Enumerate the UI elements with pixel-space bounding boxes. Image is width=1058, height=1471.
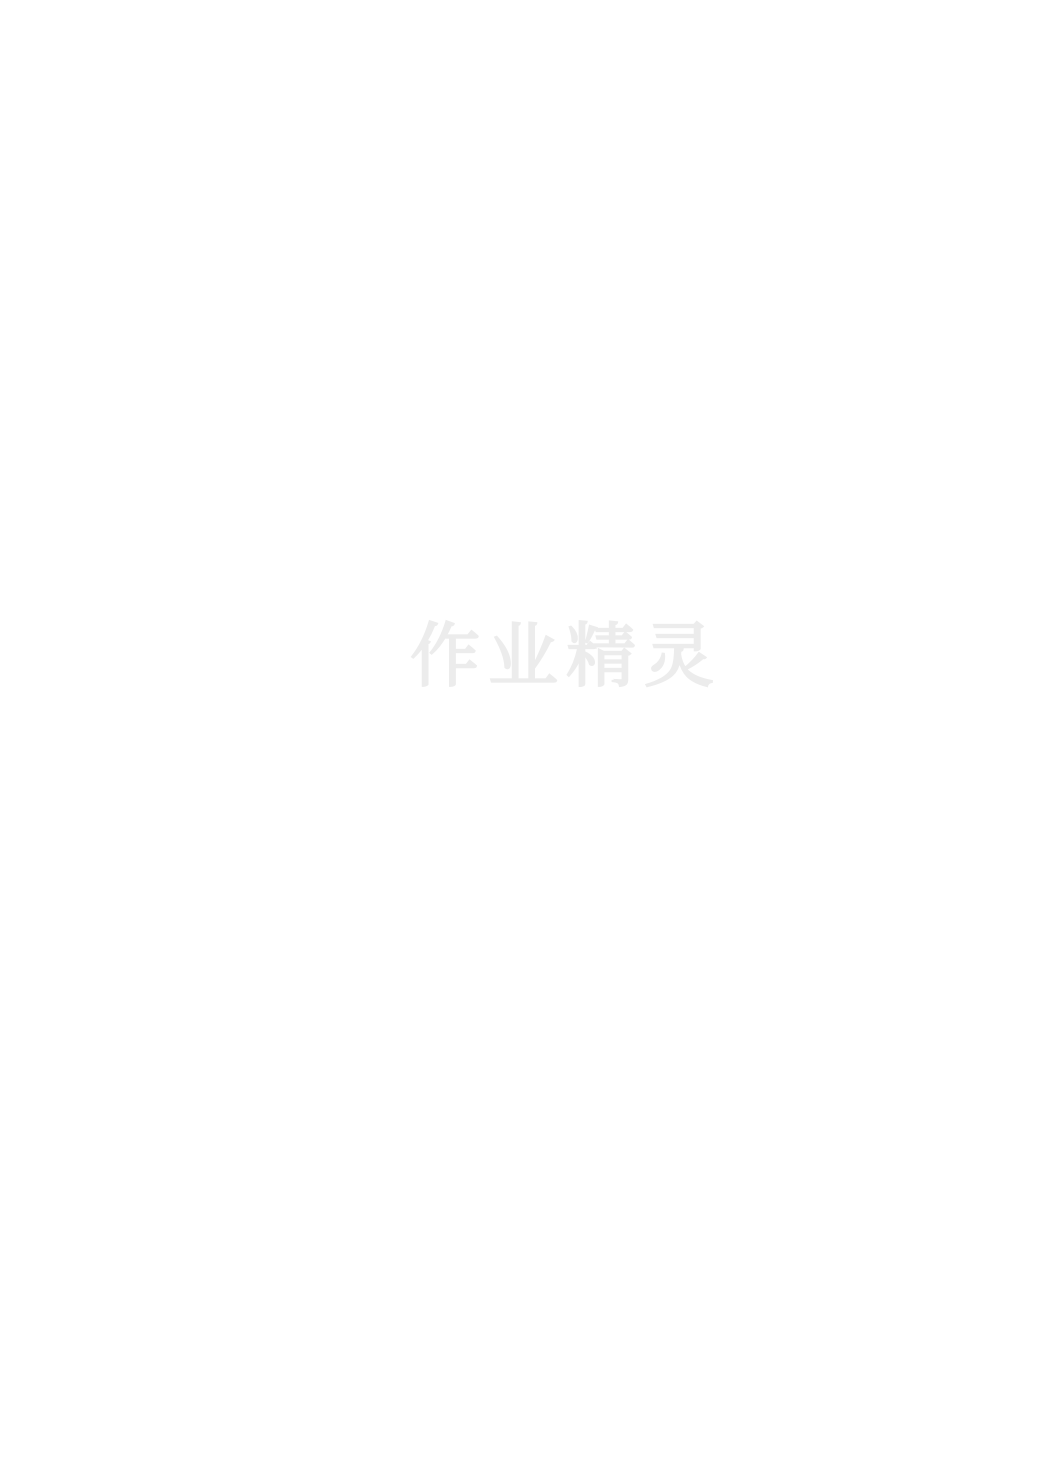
unit-a-title <box>0 405 1058 435</box>
unit-b-title <box>0 878 1058 908</box>
watermark: 作业精灵 <box>410 615 722 697</box>
